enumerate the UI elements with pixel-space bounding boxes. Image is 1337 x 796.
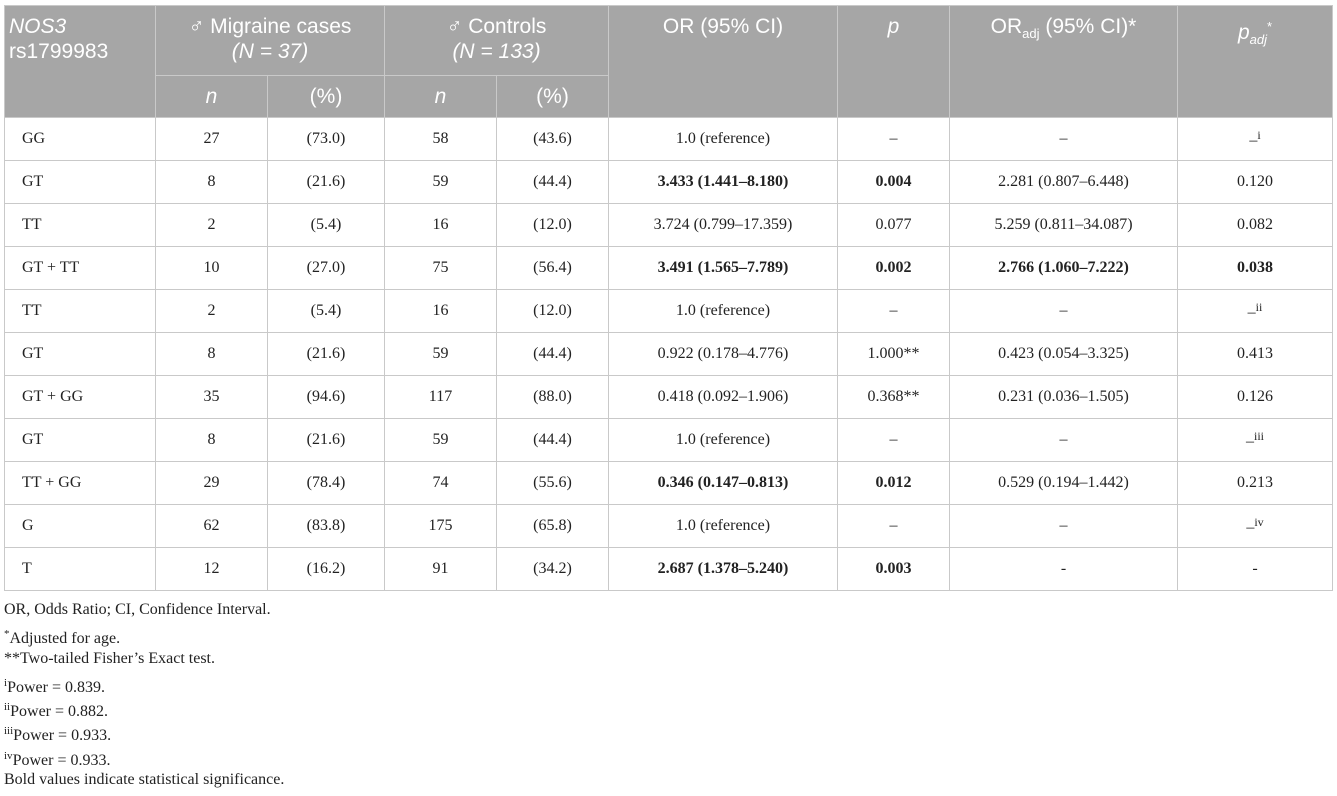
footnote-power-i-text: Power = 0.839. [7, 678, 105, 696]
p-adj-value: 0.038 [1237, 259, 1273, 276]
genotype-association-table [4, 5, 1333, 591]
or-cell: 0.922 (0.178–4.776) [609, 333, 838, 376]
ctrl-pct-cell: (44.4) [497, 333, 609, 376]
or-adj-cell: 2.766 (1.060–7.222) [950, 247, 1178, 290]
ctrl-pct-cell: (34.2) [497, 548, 609, 591]
case-pct-cell: (21.6) [268, 419, 385, 462]
table-row [5, 247, 1333, 290]
cases-n-header: n [156, 76, 268, 118]
case-pct-cell: (27.0) [268, 247, 385, 290]
controls-header [385, 6, 609, 76]
footnote-power-ii [4, 695, 1324, 719]
genotype-cell: GT [5, 161, 156, 204]
genotype-cell: TT + GG [5, 462, 156, 505]
or-cell: 1.0 (reference) [609, 419, 838, 462]
or-adj-cell: 0.231 (0.036–1.505) [950, 376, 1178, 419]
table-footnotes [4, 598, 1324, 792]
case-n-cell: 29 [156, 462, 268, 505]
p-adj-cell [1178, 419, 1333, 462]
p-adj-value: – [1246, 519, 1255, 536]
case-n-cell: 2 [156, 290, 268, 333]
table-row [5, 161, 1333, 204]
ctrl-pct-cell: (12.0) [497, 204, 609, 247]
p-adj-cell [1178, 376, 1333, 419]
table-row [5, 548, 1333, 591]
cases-count: (N = 37) [231, 40, 309, 63]
genotype-cell: GG [5, 118, 156, 161]
case-pct-cell: (5.4) [268, 290, 385, 333]
p-adj-cell [1178, 161, 1333, 204]
ctrl-pct-cell: (55.6) [497, 462, 609, 505]
or-cell: 2.687 (1.378–5.240) [609, 548, 838, 591]
ctrl-n-cell: 74 [385, 462, 497, 505]
ctrl-n-cell: 16 [385, 290, 497, 333]
p-adj-star: * [1266, 19, 1273, 34]
p-adj-value: – [1247, 304, 1256, 321]
ctrl-pct-cell: (56.4) [497, 247, 609, 290]
p-adj-value: – [1245, 433, 1254, 450]
case-n-cell: 8 [156, 333, 268, 376]
or-cell: 0.418 (0.092–1.906) [609, 376, 838, 419]
or-cell: 1.0 (reference) [609, 118, 838, 161]
or-adj-cell: 0.423 (0.054–3.325) [950, 333, 1178, 376]
p-adj-value: 0.413 [1237, 345, 1273, 362]
controls-n-header: n [385, 76, 497, 118]
p-cell: 0.077 [838, 204, 950, 247]
p-adj-cell [1178, 290, 1333, 333]
p-adj-main: p [1237, 21, 1250, 44]
or-adj-cell: - [950, 548, 1178, 591]
gene-name: NOS3 [9, 15, 67, 38]
power-footnote-mark: iii [1253, 429, 1264, 443]
p-adj-value: 0.213 [1237, 474, 1273, 491]
p-cell: – [838, 118, 950, 161]
case-pct-cell: (83.8) [268, 505, 385, 548]
p-adj-value: – [1249, 132, 1258, 149]
p-cell: 0.368** [838, 376, 950, 419]
ctrl-n-cell: 59 [385, 161, 497, 204]
footnote-power-iv [4, 744, 1324, 768]
p-adj-header [1178, 6, 1333, 118]
case-pct-cell: (16.2) [268, 548, 385, 591]
footnote-adjusted-text: Adjusted for age. [9, 630, 121, 648]
case-n-cell: 10 [156, 247, 268, 290]
genotype-cell: TT [5, 290, 156, 333]
controls-label: ♂ Controls [446, 15, 547, 38]
p-cell: 1.000** [838, 333, 950, 376]
footnote-fisher: **Two-tailed Fisher’s Exact test. [4, 649, 215, 667]
p-adj-cell [1178, 204, 1333, 247]
footnote-mark-ii: ii [4, 701, 11, 714]
footnote-mark-i: i [4, 676, 8, 689]
genotype-cell: GT + GG [5, 376, 156, 419]
snp-id: rs1799983 [9, 40, 109, 63]
case-n-cell: 27 [156, 118, 268, 161]
case-n-cell: 62 [156, 505, 268, 548]
footnote-power-iv-text: Power = 0.933. [12, 751, 111, 769]
case-n-cell: 8 [156, 161, 268, 204]
footnote-mark-iv: iv [4, 749, 13, 762]
footnote-power-iii-text: Power = 0.933. [13, 727, 112, 745]
p-adj-sub: adj [1249, 32, 1267, 48]
table-row [5, 505, 1333, 548]
cases-header [156, 6, 385, 76]
or-adj-cell: – [950, 118, 1178, 161]
p-cell: – [838, 290, 950, 333]
ctrl-pct-cell: (65.8) [497, 505, 609, 548]
or-cell: 3.724 (0.799–17.359) [609, 204, 838, 247]
power-footnote-mark: i [1257, 128, 1261, 142]
p-adj-cell [1178, 333, 1333, 376]
ctrl-n-cell: 59 [385, 419, 497, 462]
ctrl-n-cell: 117 [385, 376, 497, 419]
or-cell: 0.346 (0.147–0.813) [609, 462, 838, 505]
or-adj-main: OR [990, 15, 1023, 38]
footnote-adjusted [4, 622, 1324, 646]
or-cell: 1.0 (reference) [609, 505, 838, 548]
case-n-cell: 35 [156, 376, 268, 419]
p-adj-cell [1178, 548, 1333, 591]
cases-pct-header: (%) [268, 76, 385, 118]
ctrl-n-cell: 16 [385, 204, 497, 247]
ctrl-pct-cell: (12.0) [497, 290, 609, 333]
table-body [5, 118, 1333, 591]
or-adj-cell: 2.281 (0.807–6.448) [950, 161, 1178, 204]
footnote-star-mark: * [4, 628, 10, 641]
or-cell: 3.433 (1.441–8.180) [609, 161, 838, 204]
case-pct-cell: (5.4) [268, 204, 385, 247]
genotype-cell: GT [5, 333, 156, 376]
or-cell: 1.0 (reference) [609, 290, 838, 333]
footnote-mark-iii: iii [4, 725, 14, 738]
p-cell: 0.002 [838, 247, 950, 290]
power-footnote-mark: iv [1254, 515, 1264, 529]
snp-header [5, 6, 156, 118]
case-n-cell: 8 [156, 419, 268, 462]
ctrl-n-cell: 91 [385, 548, 497, 591]
or-adj-cell: – [950, 290, 1178, 333]
power-footnote-mark: ii [1255, 300, 1263, 314]
ctrl-n-cell: 75 [385, 247, 497, 290]
or-adj-cell: 5.259 (0.811–34.087) [950, 204, 1178, 247]
genotype-cell: G [5, 505, 156, 548]
or-adj-cell: 0.529 (0.194–1.442) [950, 462, 1178, 505]
footnote-abbreviations: OR, Odds Ratio; CI, Confidence Interval. [4, 601, 271, 618]
footnote-power-i [4, 671, 1324, 695]
footnote-bold-note: Bold values indicate statistical significance. [4, 771, 285, 789]
p-cell: 0.012 [838, 462, 950, 505]
or-adj-cell: – [950, 505, 1178, 548]
genotype-cell: GT [5, 419, 156, 462]
case-n-cell: 2 [156, 204, 268, 247]
or-adj-rest: (95% CI)* [1039, 15, 1137, 38]
genotype-cell: GT + TT [5, 247, 156, 290]
case-pct-cell: (78.4) [268, 462, 385, 505]
table-row [5, 118, 1333, 161]
genotype-cell: T [5, 548, 156, 591]
ctrl-pct-cell: (44.4) [497, 419, 609, 462]
p-cell: 0.003 [838, 548, 950, 591]
or-adj-sub: adj [1022, 26, 1040, 42]
p-adj-value: - [1252, 560, 1258, 577]
or-adj-cell: – [950, 419, 1178, 462]
controls-pct-header: (%) [497, 76, 609, 118]
p-adj-cell [1178, 505, 1333, 548]
p-adj-value: 0.120 [1237, 173, 1273, 190]
ctrl-pct-cell: (44.4) [497, 161, 609, 204]
controls-count: (N = 133) [452, 40, 541, 63]
p-adj-cell [1178, 462, 1333, 505]
cases-label: ♂ Migraine cases [188, 15, 352, 38]
p-adj-value: 0.082 [1237, 216, 1273, 233]
table-row [5, 290, 1333, 333]
table-row [5, 204, 1333, 247]
genotype-cell: TT [5, 204, 156, 247]
table-header [5, 6, 1333, 118]
table-row [5, 419, 1333, 462]
or-adj-header [950, 6, 1178, 118]
case-n-cell: 12 [156, 548, 268, 591]
case-pct-cell: (73.0) [268, 118, 385, 161]
p-cell: 0.004 [838, 161, 950, 204]
p-adj-cell [1178, 247, 1333, 290]
case-pct-cell: (21.6) [268, 161, 385, 204]
p-adj-value: 0.126 [1237, 388, 1273, 405]
p-cell: – [838, 419, 950, 462]
or-cell: 3.491 (1.565–7.789) [609, 247, 838, 290]
p-cell: – [838, 505, 950, 548]
table-row [5, 462, 1333, 505]
case-pct-cell: (21.6) [268, 333, 385, 376]
table-row [5, 376, 1333, 419]
p-adj-cell [1178, 118, 1333, 161]
footnote-power-iii [4, 719, 1324, 743]
ctrl-n-cell: 59 [385, 333, 497, 376]
p-header: p [838, 6, 950, 118]
footnote-power-ii-text: Power = 0.882. [10, 703, 109, 721]
ctrl-n-cell: 58 [385, 118, 497, 161]
ctrl-pct-cell: (88.0) [497, 376, 609, 419]
case-pct-cell: (94.6) [268, 376, 385, 419]
ctrl-n-cell: 175 [385, 505, 497, 548]
or-header: OR (95% CI) [609, 6, 838, 118]
table-row [5, 333, 1333, 376]
ctrl-pct-cell: (43.6) [497, 118, 609, 161]
